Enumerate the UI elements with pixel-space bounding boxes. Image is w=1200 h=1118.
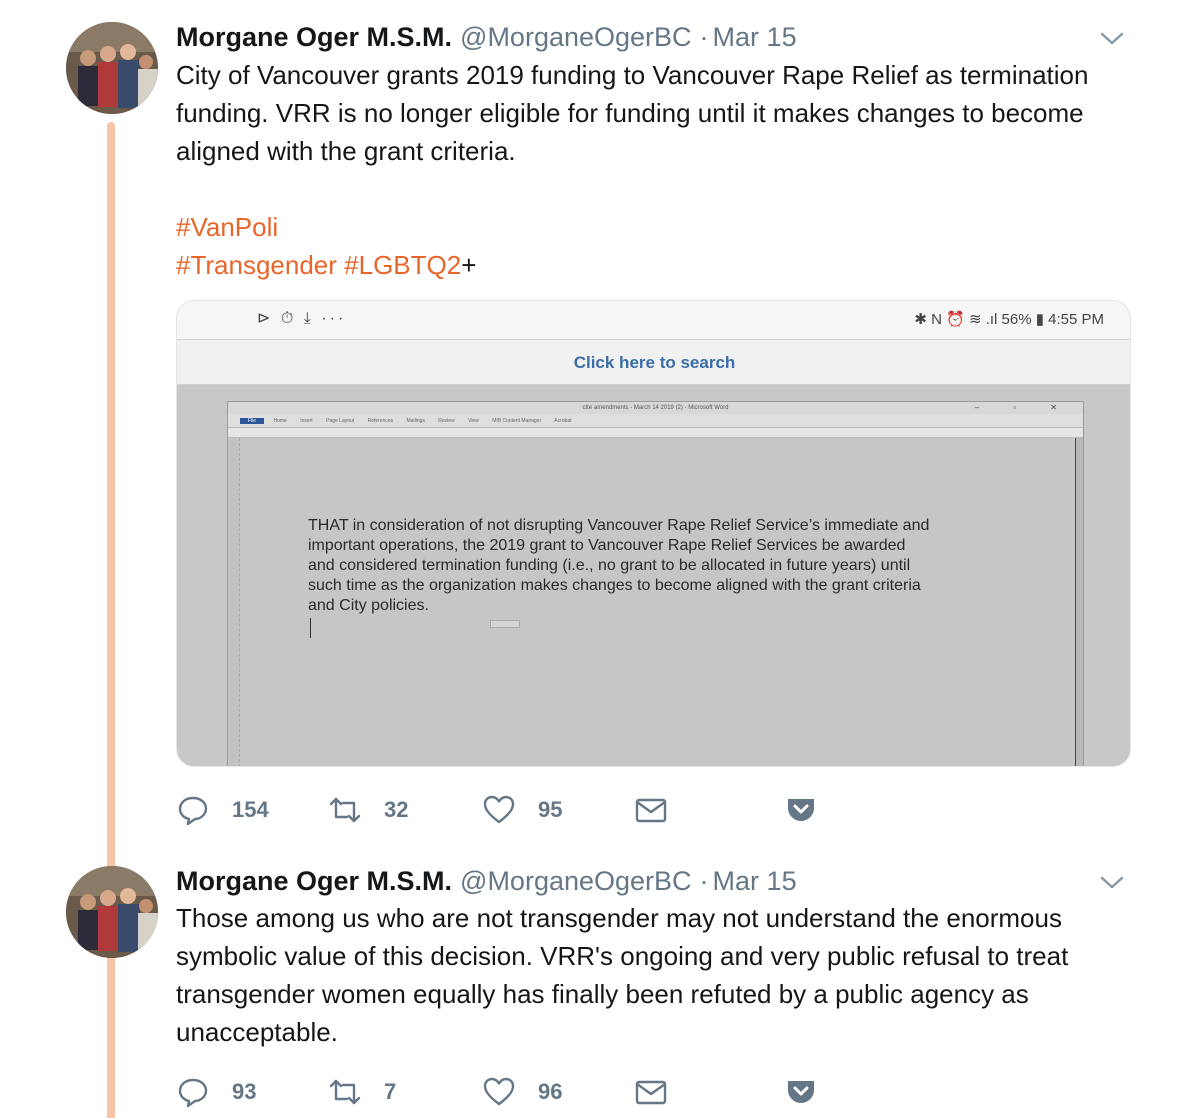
retweet-count: 32 [384,797,409,822]
status-icons-right: ✱ N ⏰ ≋ .ıl 56% ▮ 4:55 PM [914,311,1104,328]
tweet-header [176,864,797,898]
tweet-date[interactable]: Mar 15 [712,22,797,52]
word-scrollbar [1075,438,1083,767]
ribbon-tab: Acrobat [554,418,572,424]
pocket-button[interactable] [784,790,818,830]
pocket-icon [784,1075,818,1109]
hashtag-vanpoli[interactable]: #VanPoli [176,212,279,242]
search-bar [177,339,1131,385]
ribbon-tab: References [367,418,394,424]
chevron-down-icon[interactable] [1098,872,1126,892]
hashtag-lgbtq2[interactable]: #LGBTQ2 [344,250,462,280]
tweet-actions [176,1072,876,1112]
tweet-text [176,56,1136,284]
tweet-body: Those among us who are not transgender may not understand the enormous symbolic value of this decision. VRR's ongoing and very public refusal to treat transgender women equally has finally been refuted by a public agency as unacceptable. [176,903,1069,1047]
pocket-button[interactable] [784,1072,818,1112]
author-name[interactable]: Morgane Oger M.S.M. [176,22,453,52]
ribbon-tab: Home [273,418,287,424]
like-icon [482,1075,516,1109]
direct-message-button[interactable] [634,790,668,830]
attached-screenshot[interactable] [176,300,1131,767]
like-button[interactable] [482,1072,562,1112]
ribbon-tab: Page Layout [326,418,355,424]
reply-button[interactable] [176,1072,256,1112]
tweet-header [176,20,797,54]
reply-icon [176,793,210,827]
author-handle[interactable]: @MorganeOgerBC [460,866,692,896]
document-text [308,516,988,616]
tweet [0,846,1200,1118]
word-vertical-ruler [230,438,240,767]
avatar[interactable] [66,22,158,114]
word-ruler [228,428,1083,438]
paste-options-icon [490,620,520,628]
like-icon [482,793,516,827]
retweet-button[interactable] [328,790,408,830]
avatar[interactable] [66,866,158,958]
ribbon-tab: View [468,418,479,424]
document-line: and considered termination funding (i.e., no grant to be allocated in future years) until [308,557,911,574]
ribbon-tab: MIB Content Manager [492,418,542,424]
separator-dot: · [699,866,709,896]
tweet-text [176,899,1136,1051]
ribbon-tab: Review [438,418,455,424]
tweet-actions [176,790,876,830]
tweet-body: City of Vancouver grants 2019 funding to Vancouver Rape Relief as termination funding. VRR is no longer eligible for funding until it makes changes to become aligned with the grant criteria. [176,60,1089,166]
reply-button[interactable] [176,790,269,830]
status-icons-left: ⊳ ⏱ ⤓ ··· [257,310,347,327]
ribbon-tab: Insert [300,418,313,424]
window-controls: – ▫ ✕ [974,403,1073,412]
direct-message-icon [634,793,668,827]
reply-icon [176,1075,210,1109]
direct-message-icon [634,1075,668,1109]
direct-message-button[interactable] [634,1072,668,1112]
document-line: and City policies. [308,597,429,614]
word-document-window [227,401,1084,767]
reply-count: 154 [232,797,269,822]
click-here-to-search-link[interactable]: Click here to search [573,353,736,372]
text-cursor [310,618,311,638]
document-line: important operations, the 2019 grant to Vancouver Rape Relief Services be awarded [308,537,906,554]
hashtag-suffix: + [461,250,477,280]
phone-status-bar [177,301,1131,339]
word-title-bar: ctte amendments - March 14 2019 (2) - Microsoft Word [228,402,1083,414]
author-handle[interactable]: @MorganeOgerBC [460,22,692,52]
chevron-down-icon[interactable] [1098,28,1126,48]
pocket-icon [784,793,818,827]
ribbon-tab-file: File [240,418,264,424]
author-name[interactable]: Morgane Oger M.S.M. [176,866,453,896]
retweet-icon [328,1075,362,1109]
tweet-date[interactable]: Mar 15 [712,866,797,896]
hashtag-transgender[interactable]: #Transgender [176,250,337,280]
like-count: 96 [538,1079,563,1104]
retweet-count: 7 [384,1079,397,1104]
retweet-button[interactable] [328,1072,396,1112]
word-ribbon [228,414,1083,428]
document-line: such time as the organization makes changes to become aligned with the grant criteria [308,577,921,594]
like-button[interactable] [482,790,562,830]
reply-count: 93 [232,1079,257,1104]
document-line: THAT in consideration of not disrupting Vancouver Rape Relief Service’s immediate and [308,517,930,534]
retweet-icon [328,793,362,827]
separator-dot: · [699,22,709,52]
like-count: 95 [538,797,563,822]
ribbon-tab: Mailings [406,418,425,424]
